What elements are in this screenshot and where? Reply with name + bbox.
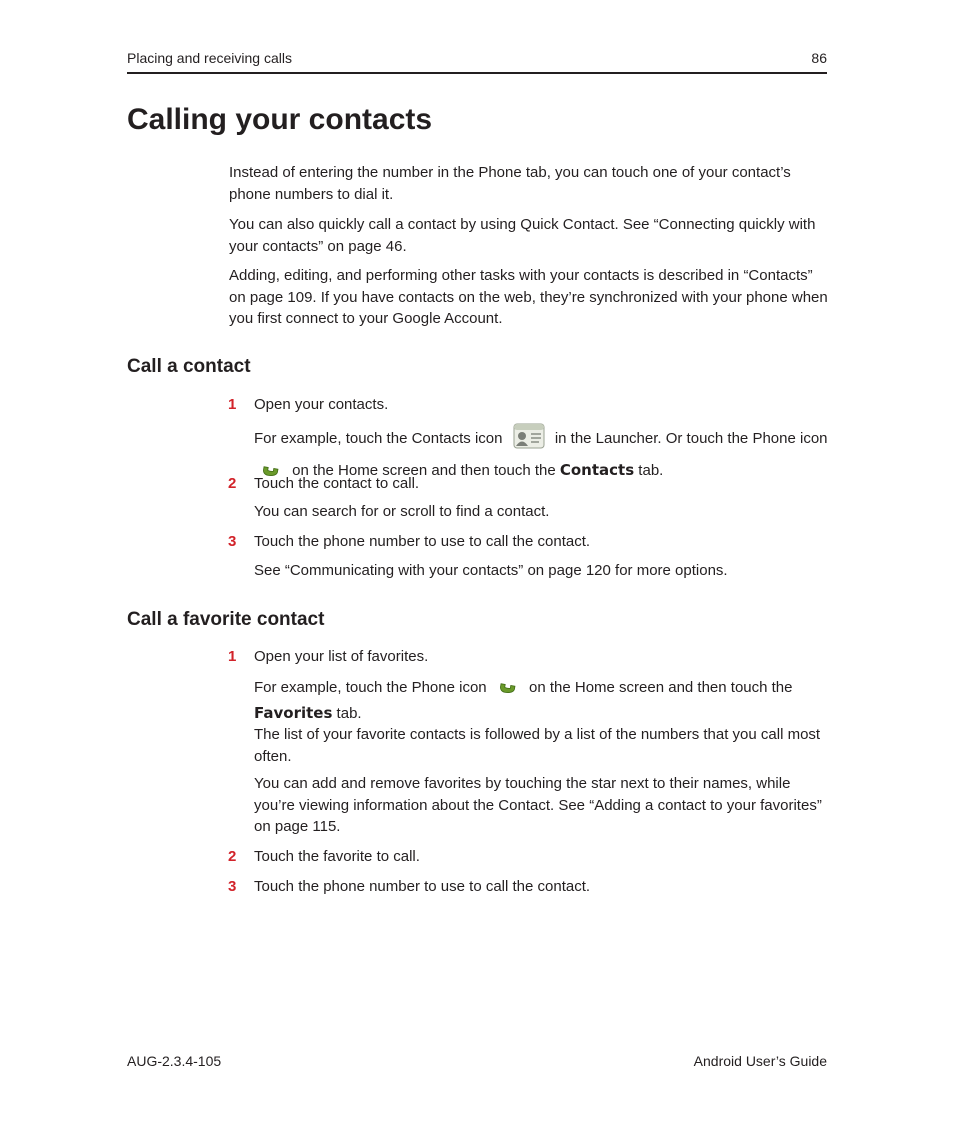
- step-detail: You can search for or scroll to find a contact.: [254, 503, 550, 520]
- favorites-tab-label: Favorites: [254, 703, 333, 722]
- intro-paragraph-2: You can also quickly call a contact by using Quick Contact. See “Connecting quickly with your contacts” on page 46.: [229, 216, 816, 255]
- step-number: 1: [228, 396, 237, 413]
- step-number: 3: [228, 878, 237, 895]
- step-number: 3: [228, 533, 237, 550]
- phone-icon: [497, 674, 519, 703]
- step-detail-text: in the Launcher. Or touch the Phone icon: [554, 430, 828, 448]
- step-text: Touch the favorite to call.: [254, 848, 420, 865]
- step-detail-text: tab.: [332, 704, 362, 722]
- step-text: Touch the contact to call.: [254, 475, 420, 492]
- step-detail: The list of your favorite contacts is followed by a list of the numbers that you call most often.: [254, 726, 821, 765]
- step-text: Touch the phone number to use to call the contact.: [254, 878, 591, 895]
- header-rule: [127, 72, 827, 74]
- step-number: 2: [228, 848, 237, 865]
- contacts-tab-label: Contacts: [559, 460, 635, 479]
- page-number: 86: [811, 50, 827, 66]
- heading-call-a-contact: Call a contact: [127, 356, 251, 377]
- step-text: Open your contacts.: [254, 396, 389, 413]
- step-detail-text: on the Home screen and then touch the: [292, 461, 556, 479]
- step-detail-text: tab.: [634, 461, 664, 479]
- intro-paragraph-3: Adding, editing, and performing other tasks with your contacts is described in “Contacts” on page 109. If you have contacts on the web, they’re synchronized with your phone when you first connect to your Google Account.: [229, 267, 828, 327]
- page-title: Calling your contacts: [127, 103, 433, 136]
- running-header-section: Placing and receiving calls: [127, 50, 292, 66]
- heading-call-a-favorite-contact: Call a favorite contact: [127, 609, 325, 630]
- step-number: 1: [228, 648, 237, 665]
- footer-doc-id: AUG-2.3.4-105: [127, 1053, 222, 1069]
- step-detail: [254, 674, 832, 724]
- step-detail-text: For example, touch the Phone icon: [254, 679, 487, 697]
- step-detail: You can add and remove favorites by touching the star next to their names, while you’re viewing information about the Contact. See “Adding a contact to your favorites” on page 115.: [254, 775, 822, 835]
- intro-paragraph-1: Instead of entering the number in the Phone tab, you can touch one of your contact’s phone numbers to dial it.: [229, 164, 791, 203]
- step-text: Open your list of favorites.: [254, 648, 429, 665]
- step-detail-text: For example, touch the Contacts icon: [254, 430, 503, 448]
- footer-guide-name: Android User’s Guide: [693, 1053, 827, 1069]
- contacts-icon: [513, 422, 545, 457]
- step-number: 2: [228, 475, 237, 492]
- step-detail-text: on the Home screen and then touch the: [528, 679, 793, 697]
- step-detail: See “Communicating with your contacts” on page 120 for more options.: [254, 562, 728, 579]
- step-text: Touch the phone number to use to call the contact.: [254, 533, 591, 550]
